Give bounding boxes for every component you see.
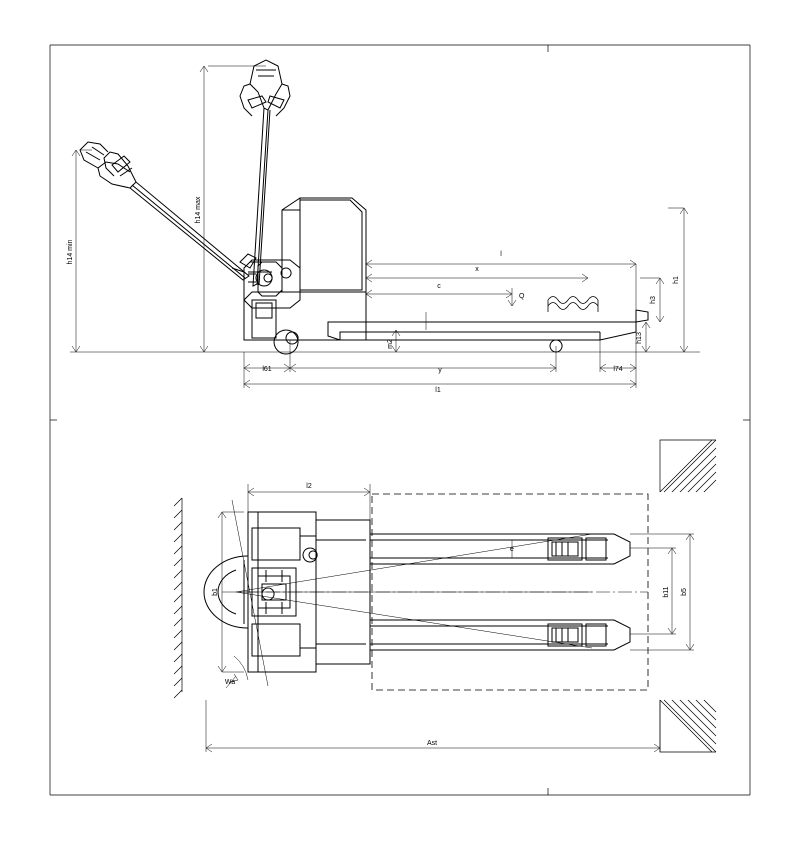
dim-label-h13: h13	[636, 332, 643, 344]
dim-label-l74: l74	[613, 366, 623, 373]
dim-label-h1: h1	[673, 276, 680, 284]
dim-label-y: y	[438, 367, 442, 374]
dim-label-Ast: Ast	[426, 740, 438, 747]
dim-label-c: c	[437, 283, 441, 290]
dim-label-b1: b1	[212, 588, 219, 596]
dim-label-l: l	[500, 251, 502, 258]
dim-label-b5: b5	[681, 588, 688, 596]
dim-label-h14min: h14 min	[67, 239, 74, 265]
dim-label-x: x	[475, 266, 479, 273]
dim-label-Wa: Wa	[224, 679, 236, 686]
dim-label-e: e	[510, 546, 514, 553]
dim-label-Q: Q	[519, 293, 525, 300]
dim-label-b11: b11	[663, 586, 670, 598]
dim-label-h3: h3	[650, 296, 657, 304]
dim-label-l1: l1	[435, 387, 441, 394]
dim-label-l2: l2	[306, 483, 312, 490]
dim-label-h14max: h14 max	[195, 196, 202, 224]
dim-label-m2: m2	[387, 339, 394, 349]
dim-label-l61: l61	[262, 366, 272, 373]
